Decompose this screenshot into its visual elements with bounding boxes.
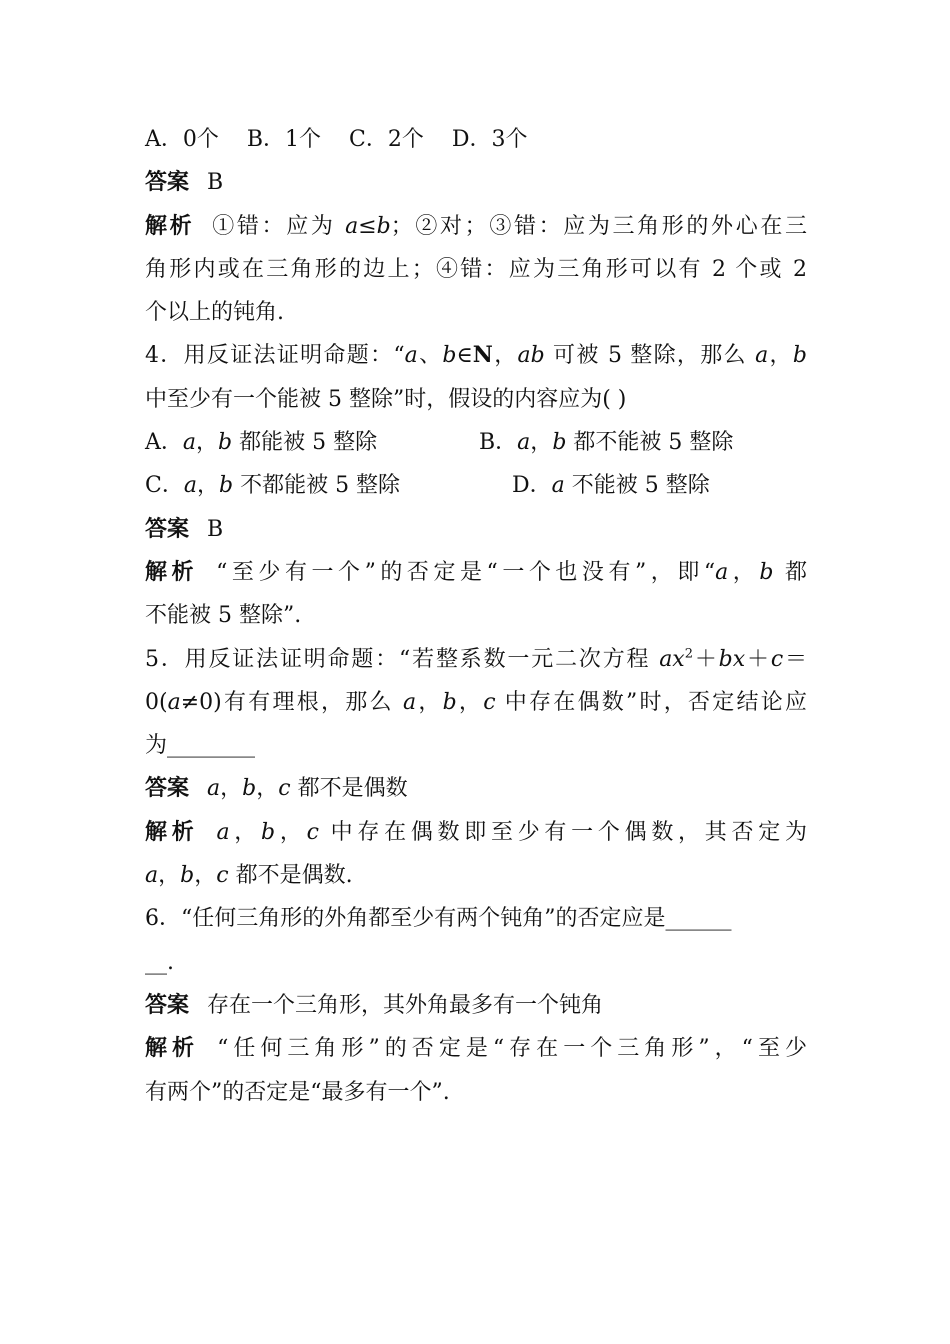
text-run: 角形内或在三角形的边上；④错：应为三角形可以有 2 个或 2: [145, 256, 807, 282]
text-run: ，: [256, 776, 279, 802]
text-run: ＝: [783, 646, 807, 672]
q4-analysis-line-2: [145, 594, 807, 637]
q6-stem-line-1: [145, 897, 807, 940]
q3-analysis-line-2: [145, 248, 807, 291]
variable: b: [442, 689, 457, 715]
text-run: ＋: [693, 646, 719, 672]
text-run: ，: [196, 473, 219, 499]
q5-stem-line-2: [145, 681, 807, 724]
answer-label: 答案: [145, 776, 190, 802]
variable: b: [218, 473, 234, 499]
text-run: 4．用反证法证明命题：“: [145, 343, 405, 369]
text-run: 都不能被 5 整除: [566, 430, 734, 456]
answer-label: 答案: [145, 170, 190, 196]
analysis-label: 解析: [145, 819, 199, 845]
option-c: C．2个: [349, 127, 424, 152]
variable: a: [207, 776, 221, 802]
variable: b: [792, 343, 807, 369]
variable: b: [242, 776, 257, 802]
variable: c: [306, 819, 319, 845]
q4-stem-line-1: [145, 334, 807, 377]
text-run: ，: [229, 819, 262, 845]
text-run: 都能被 5 整除: [232, 430, 378, 456]
variable: b: [552, 430, 567, 456]
text-run: 都不是偶数: [290, 776, 408, 802]
text-run: A．: [145, 430, 183, 456]
text-run: 0(: [145, 689, 168, 715]
text-run: 不能被 5 整除”.: [145, 603, 302, 629]
variable: a: [145, 863, 159, 889]
text-run: ①错：应为: [212, 213, 346, 239]
text-run: 中存在偶数”时，否定结论应: [495, 689, 807, 715]
analysis-label: 解析: [145, 559, 199, 585]
text-run: 不能被 5 整除: [564, 473, 710, 499]
text-run: 个以上的钝角.: [145, 300, 284, 326]
q4-answer: [145, 508, 807, 551]
text-run: ，: [194, 863, 217, 889]
text-run: 中存在偶数即至少有一个偶数，其否定为: [318, 819, 807, 845]
variable: bx: [718, 646, 746, 672]
q6-answer: [145, 984, 807, 1027]
q3-answer: [145, 161, 807, 204]
text-run: ≤: [358, 213, 377, 239]
analysis-label: 解析: [145, 213, 195, 239]
text-run: ，: [492, 343, 518, 369]
text-run: 6．“任何三角形的外角都至少有两个钝角”的否定应是______: [145, 906, 732, 932]
text-run: __.: [145, 949, 174, 975]
variable: a: [345, 213, 359, 239]
q4-stem-line-2: [145, 378, 807, 421]
q5-stem-line-3: [145, 724, 807, 767]
variable: b: [218, 430, 233, 456]
text-run: “至少有一个”的否定是“一个也没有”，即“: [216, 559, 716, 585]
q5-stem-line-1: [145, 638, 807, 681]
text-run: D．: [512, 473, 552, 499]
variable: a: [216, 819, 230, 845]
q6-analysis-line-1: [145, 1027, 807, 1070]
variable: a: [551, 473, 565, 499]
q5-answer: [145, 767, 807, 810]
q6-stem-line-2: [145, 941, 807, 984]
text-run: “任何三角形”的否定是“存在一个三角形”，“至少: [217, 1036, 807, 1062]
text-run: 可被 5 整除，那么: [544, 343, 756, 369]
option-a: [145, 421, 479, 464]
text-run: B．: [479, 430, 518, 456]
text-run: ，: [275, 819, 307, 845]
text-run: 中至少有一个能被 5 整除”时，假设的内容应为( ): [145, 386, 627, 412]
option-d: [512, 464, 710, 507]
variable: a: [517, 430, 531, 456]
text-run: 、: [417, 343, 443, 369]
variable: a: [182, 430, 197, 456]
text-run: ，: [530, 430, 553, 456]
variable: b: [261, 819, 276, 845]
option-a: A．0个: [145, 127, 219, 152]
q3-options: [145, 118, 807, 161]
answer-text: B: [207, 516, 224, 542]
text-run: ＋: [745, 646, 771, 672]
text-run: ，: [416, 689, 443, 715]
variable: a: [715, 559, 729, 585]
variable: b: [180, 863, 195, 889]
answer-label: 答案: [145, 992, 190, 1018]
option-c: [145, 464, 512, 507]
q4-options-cd: [145, 464, 807, 507]
text-run: ，: [158, 863, 181, 889]
answer-text: 存在一个三角形，其外角最多有一个钝角: [207, 992, 604, 1018]
text-run: 都: [773, 559, 807, 585]
variable: a: [167, 689, 181, 715]
text-run: 为________: [145, 733, 256, 759]
variable: ax: [659, 646, 685, 672]
text-run: ，: [220, 776, 243, 802]
variable: a: [402, 689, 417, 715]
option-b: B．1个: [246, 127, 322, 152]
variable: c: [278, 776, 291, 802]
text-run: 5．用反证法证明命题：“若整系数一元二次方程: [145, 646, 660, 672]
text-run: ≠0)有有理根，那么: [180, 689, 403, 715]
document-page: [145, 118, 807, 1114]
variable: a: [183, 473, 197, 499]
q4-analysis-line-1: [145, 551, 807, 594]
option-d: D．3个: [451, 127, 528, 152]
text-run: C．: [145, 473, 184, 499]
text-run: ，: [196, 430, 219, 456]
variable: a: [404, 343, 418, 369]
variable: a: [755, 343, 769, 369]
q4-options-ab: [145, 421, 807, 464]
text-run: 有两个”的否定是“最多有一个”.: [145, 1079, 450, 1105]
text-run: 不都能被 5 整除: [233, 473, 401, 499]
exponent: 2: [684, 646, 693, 662]
q5-analysis-line-1: [145, 811, 807, 854]
answer-label: 答案: [145, 516, 190, 542]
analysis-label: 解析: [145, 1036, 200, 1062]
text-run: ，: [728, 559, 760, 585]
answer-text: B: [207, 170, 224, 196]
text-run: 都不是偶数.: [228, 863, 353, 889]
text-run: ∈: [456, 343, 473, 369]
variable: ab: [517, 343, 545, 369]
variable: b: [376, 213, 391, 239]
q6-analysis-line-2: [145, 1071, 807, 1114]
set-symbol: N: [472, 342, 493, 369]
text-run: ，: [768, 343, 793, 369]
variable: b: [442, 343, 457, 369]
variable: c: [483, 689, 496, 715]
q3-analysis-line-1: [145, 205, 807, 248]
variable: c: [216, 863, 229, 889]
q3-analysis-line-3: [145, 291, 807, 334]
variable: c: [770, 646, 784, 672]
text-run: ；②对；③错：应为三角形的外心在三: [390, 213, 807, 239]
q5-analysis-line-2: [145, 854, 807, 897]
variable: b: [759, 559, 774, 585]
option-b: [479, 421, 733, 464]
text-run: ，: [456, 689, 484, 715]
